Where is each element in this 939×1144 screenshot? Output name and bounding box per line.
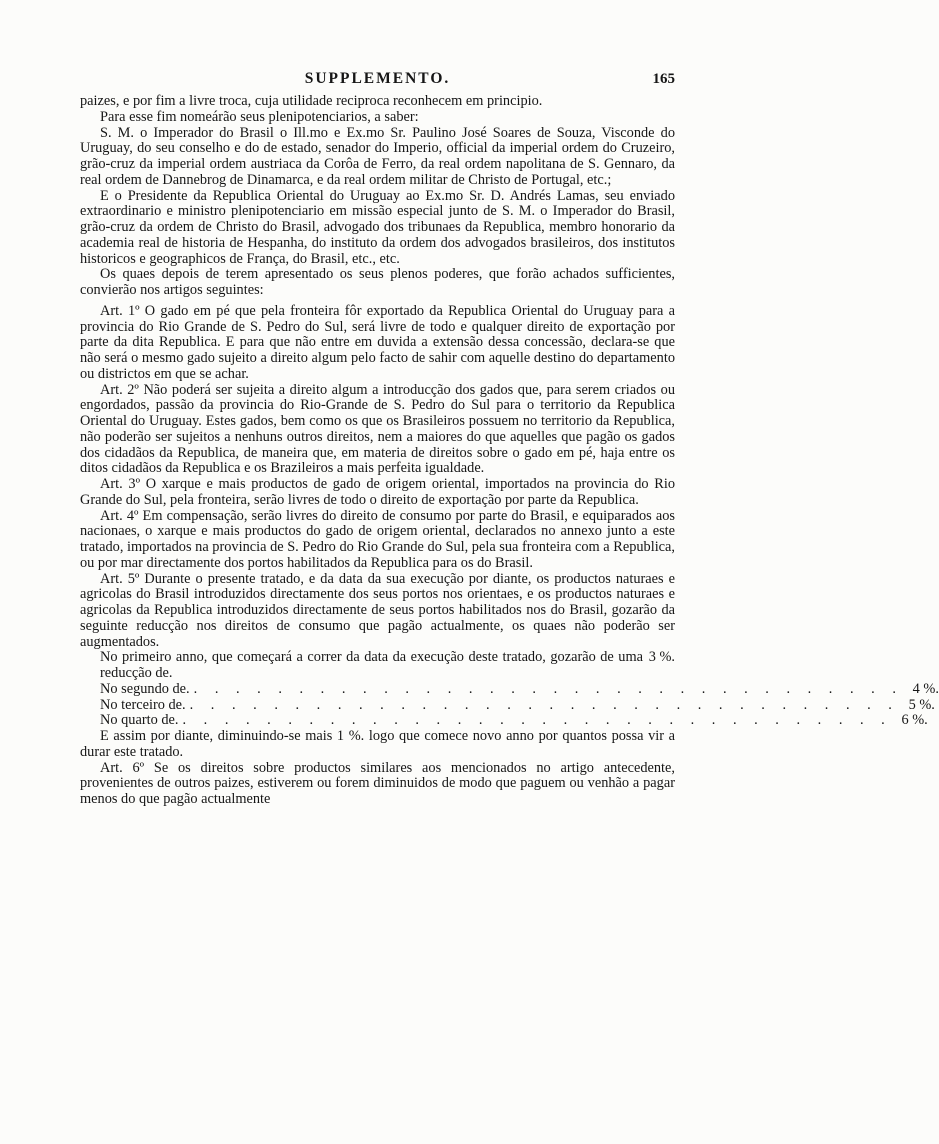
page-number: 165 bbox=[652, 71, 675, 87]
reduction-label: No quarto de. bbox=[100, 712, 179, 729]
article-5: Art. 5º Durante o presente tratado, e da data da sua execução por diante, os productos naturaes e agricolas do Brasil introduzidos directamente dos seus portos nos orientaes, e os productos naturaes e agricolas da Republica introduzidos directamente de seus portos habilitados nos do Brasil, gozarão da seguinte reducção nos direitos de consumo que pagão actualmente, os quaes não poderão ser augmentados. bbox=[80, 570, 675, 650]
running-title: SUPPLEMENTO. bbox=[304, 70, 451, 87]
article-1: Art. 1º O gado em pé que pela fronteira fôr exportado da Republica Oriental do Uruguay para a provincia do Rio Grande de S. Pedro do Sul, será livre de todo e qualquer direito de exportação por parte da dita Republica. E para que não entre em duvida a extensão dessa concessão, declara-se que não será o mesmo gado sujeito a direito algum pelo facto de sahir com aquelle destino do departamento ou districtos em que se achar. bbox=[80, 302, 675, 382]
paragraph-plenipotentiaries-intro: Para esse fim nomeárão seus plenipotenciarios, a saber: bbox=[100, 108, 419, 125]
page-header bbox=[80, 70, 675, 94]
reduction-closing: E assim por diante, diminuindo-se mais 1 %. logo que comece novo anno por quantos possa vir a durar este tratado. bbox=[80, 728, 675, 760]
article-4: Art. 4º Em compensação, serão livres do direito de consumo por parte do Brasil, e equiparados aos nacionaes, o xarque e mais productos do gado de origem oriental, declarados no annexo junto a este tratado, importados na provincia de S. Pedro do Rio Grande do Sul, pela sua fronteira com a Republica, ou por mar directamente dos portos habilitados da Republica para os do Brasil. bbox=[80, 507, 675, 571]
paragraph-brazil-plenipotentiary: S. M. o Imperador do Brasil o Ill.mo e Ex.mo Sr. Paulino José Soares de Souza, Visconde do Uruguay, do seu conselho e do de estado, senador do Imperio, official da imperial ordem do Cruzeiro, grão-cruz da imperial ordem austriaca da Corôa de Ferro, da real ordem napolitana de S. Gennaro, da real ordem de Dannebrog de Dinamarca, e da real ordem militar de Christo de Portugal, etc.; bbox=[80, 124, 675, 188]
paragraph-continuation: paizes, e por fim a livre troca, cuja utilidade reciproca reconhecem em principio. bbox=[80, 93, 543, 109]
article-3: Art. 3º O xarque e mais productos de gado de origem oriental, importados na provincia do Rio Grande do Sul, pela fronteira, serão livres de todo o direito de exportação por parte da Republica. bbox=[80, 476, 675, 508]
article-6: Art. 6º Se os direitos sobre productos similares aos mencionados no artigo antecedente, provenientes de outros paizes, estiverem ou forem diminuidos de modo que paguem ou venhão a pagar menos do que pagão actualmente bbox=[80, 759, 675, 807]
reduction-value: 5 %. bbox=[908, 696, 935, 713]
reduction-row bbox=[80, 712, 928, 729]
reduction-row-first bbox=[80, 650, 675, 682]
dot-leader: . . . . . . . . . . . . . . . . . . . . . . . . . . . . . . . . . . bbox=[189, 696, 899, 713]
reduction-row bbox=[80, 680, 939, 698]
dot-leader: . . . . . . . . . . . . . . . . . . . . . . . . . . . . . . . . . . bbox=[182, 712, 892, 729]
article-2: Art. 2º Não poderá ser sujeita a direito algum a introducção dos gados que, para serem criados ou engordados, passão da provincia do Rio-Grande de S. Pedro do Sul para o territorio da Republica Oriental do Uruguay. Estes gados, bem como os que os Brasileiros possuem no territorio da Republica, não poderão ser sujeitos a nenhuns outros direitos, nem a maiores do que aquelles que pagão os gados dos cidadãos da Republica, de maneira que, em materia de direitos sobre o gado em pé, haja entre os ditos cidadãos da Republica e os Brazileiros a mais perfeita igualdade. bbox=[80, 381, 675, 477]
reduction-intro: No primeiro anno, que começará a correr da data da execução deste tratado, gozarão de uma reducção de. bbox=[100, 649, 643, 681]
reduction-label: No segundo de. bbox=[100, 680, 190, 697]
reduction-value: 6 %. bbox=[901, 712, 928, 729]
reduction-label: No terceiro de. bbox=[100, 696, 186, 713]
reduction-row bbox=[80, 696, 935, 714]
paragraph-powers: Os quaes depois de terem apresentado os seus plenos poderes, que forão achados sufficientes, convierão nos artigos seguintes: bbox=[80, 266, 675, 298]
reduction-schedule bbox=[80, 649, 939, 729]
page-body bbox=[80, 93, 939, 808]
paragraph-uruguay-plenipotentiary: E o Presidente da Republica Oriental do Uruguay ao Ex.mo Sr. D. Andrés Lamas, seu enviado extraordinario e ministro plenipotenciario em missão especial junto de S. M. o Imperador do Brasil, grão-cruz da ordem de Christo do Brasil, advogado dos tribunaes da Republica, membro honorario da academia real de historia de Hespanha, do instituto da ordem dos advogados brasileiros, dos institutos historicos e geographicos de França, do Brasil, etc., etc. bbox=[80, 187, 675, 267]
reduction-value: 3 %. bbox=[648, 649, 675, 666]
reduction-value: 4 %. bbox=[912, 680, 939, 697]
dot-leader: . . . . . . . . . . . . . . . . . . . . . . . . . . . . . . . . . . bbox=[193, 680, 903, 697]
